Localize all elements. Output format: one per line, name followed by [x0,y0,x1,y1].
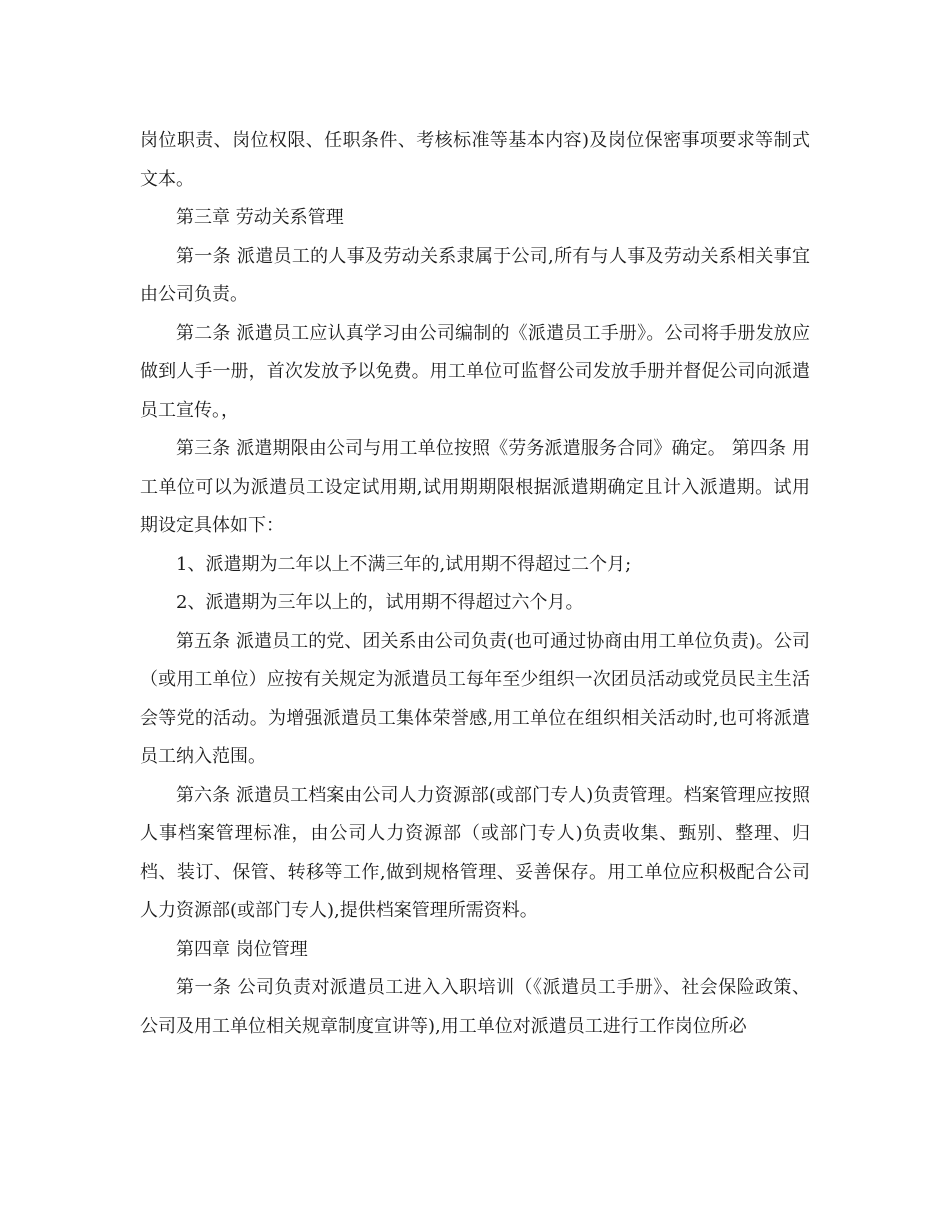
paragraph-article-3-4: 第三条 派遣期限由公司与用工单位按照《劳务派遣服务合同》确定。 第四条 用工单位可以为派遣员工设定试用期,试用期期限根据派遣期确定且计入派遣期。试用期设定具体如下： [140,438,810,536]
paragraph-article-6: 第六条 派遣员工档案由公司人力资源部(或部门专人)负责管理。档案管理应按照人事档案管理标准，由公司人力资源部（或部门专人)负责收集、甄别、整理、归档、装订、保管、转移等工作,做到规格管理、妥善保存。用工单位应积极配合公司人力资源部(或部门专人),提供档案管理所需资料。 [140,784,810,921]
paragraph-job-description-continuation: 岗位职责、岗位权限、任职条件、考核标准等基本内容)及岗位保密事项要求等制式文本。 [140,130,810,190]
list-item-probation-2: 2、派遣期为三年以上的，试用期不得超过六个月。 [176,592,584,613]
paragraph-article-5: 第五条 派遣员工的党、团关系由公司负责(也可通过协商由用工单位负责)。公司（或用工单位）应按有关规定为派遣员工每年至少组织一次团员活动或党员民主生活会等党的活动。为增强派遣员工集体荣誉感,用工单位在组织相关活动时,也可将派遣员工纳入范围。 [140,630,810,767]
paragraph-position-article-1: 第一条 公司负责对派遣员工进入入职培训（《派遣员工手册》、社会保险政策、公司及用工单位相关规章制度宣讲等),用工单位对派遣员工进行工作岗位所必 [140,977,810,1037]
chapter-heading-labor-relations: 第三章 劳动关系管理 [176,207,344,228]
list-item-probation-1: 1、派遣期为二年以上不满三年的,试用期不得超过二个月; [176,553,632,575]
paragraph-article-2: 第二条 派遣员工应认真学习由公司编制的《派遣员工手册》。公司将手册发放应做到人手一册，首次发放予以免费。用工单位可监督公司发放手册并督促公司向派遣员工宣传。， [140,322,810,421]
document-body [140,122,810,1046]
chapter-heading-position-management: 第四章 岗位管理 [176,938,308,960]
paragraph-article-1: 第一条 派遣员工的人事及劳动关系隶属于公司,所有与人事及劳动关系相关事宜由公司负责。 [140,245,810,305]
